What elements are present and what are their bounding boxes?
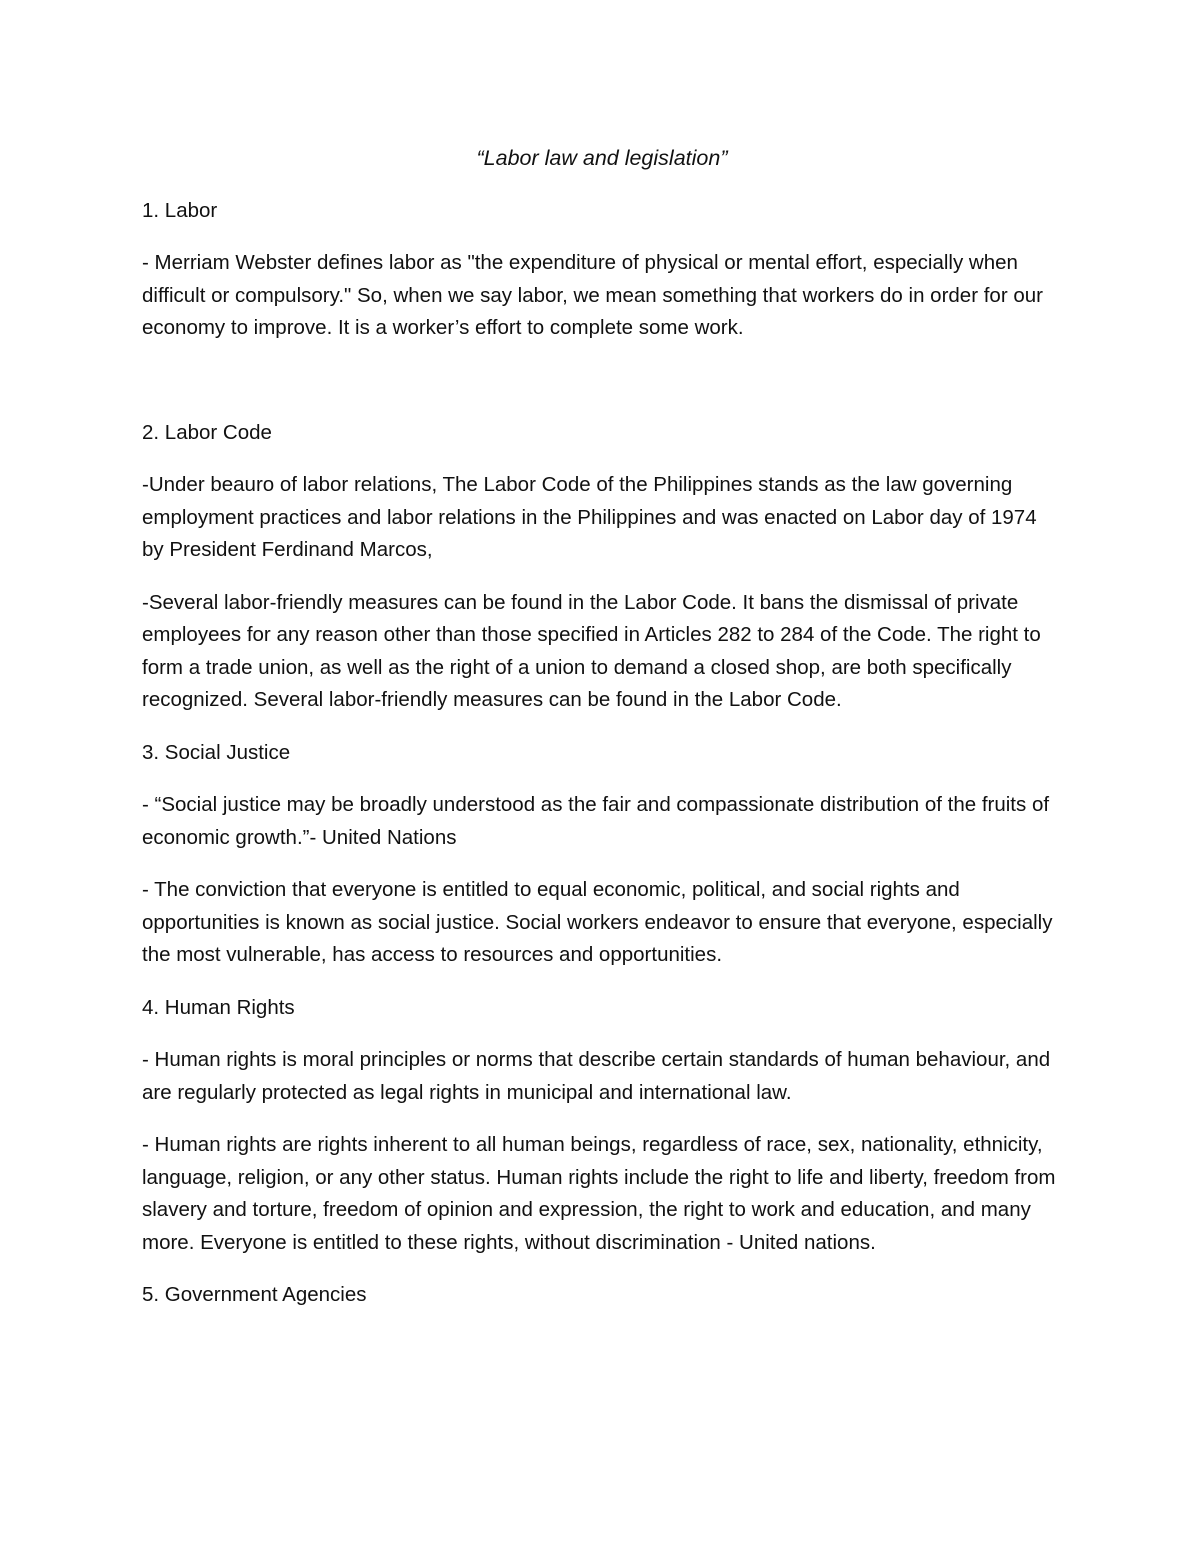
paragraph-labor-code-1: -Under beauro of labor relations, The Labor Code of the Philippines stands as the law governing employment practices and labor relations in the Philippines and was enacted on Labor day of 1974 by President Ferdinand Marcos, (142, 473, 1037, 561)
paragraph-labor-code-2: -Several labor-friendly measures can be found in the Labor Code. It bans the dismissal of private employees for any reason other than those specified in Articles 282 to 284 of the Code. The right to form a trade union, as well as the right of a union to demand a closed shop, are both specifically recognized. Several labor-friendly measures can be found in the Labor Code. (142, 590, 1041, 711)
paragraph-social-justice-1: - “Social justice may be broadly understood as the fair and compassionate distribution of the fruits of economic growth.”- United Nations (142, 793, 1050, 849)
blank-spacer (142, 365, 1062, 417)
document-title: “Labor law and legislation” (476, 146, 728, 170)
paragraph-social-justice-2: - The conviction that everyone is entitled to equal economic, political, and social rights and opportunities is known as social justice. Social workers endeavor to ensure that everyone, especially the most vulnerable, has access to resources and opportunities. (142, 878, 1053, 966)
section-heading-human-rights: 4. Human Rights (142, 995, 295, 1019)
paragraph-labor-definition: - Merriam Webster defines labor as "the expenditure of physical or mental effort, especially when difficult or compulsory." So, when we say labor, we mean something that workers do in order for our economy to improve. It is a worker’s effort to complete some work. (142, 251, 1043, 339)
section-heading-labor-code: 2. Labor Code (142, 420, 272, 444)
section-heading-labor: 1. Labor (142, 198, 218, 222)
section-heading-government-agencies: 5. Government Agencies (142, 1283, 367, 1306)
section-heading-social-justice: 3. Social Justice (142, 740, 291, 764)
document-body (142, 142, 1062, 1332)
paragraph-human-rights-2: - Human rights are rights inherent to all human beings, regardless of race, sex, nationality, ethnicity, language, religion, or any other status. Human rights include the right to life and liberty, freedom from slavery and torture, freedom of opinion and expression, the right to work and education, and many more. Everyone is entitled to these rights, without discrimination - United nations. (142, 1133, 1056, 1254)
paragraph-human-rights-1: - Human rights is moral principles or norms that describe certain standards of human behaviour, and are regularly protected as legal rights in municipal and international law. (142, 1048, 1051, 1104)
